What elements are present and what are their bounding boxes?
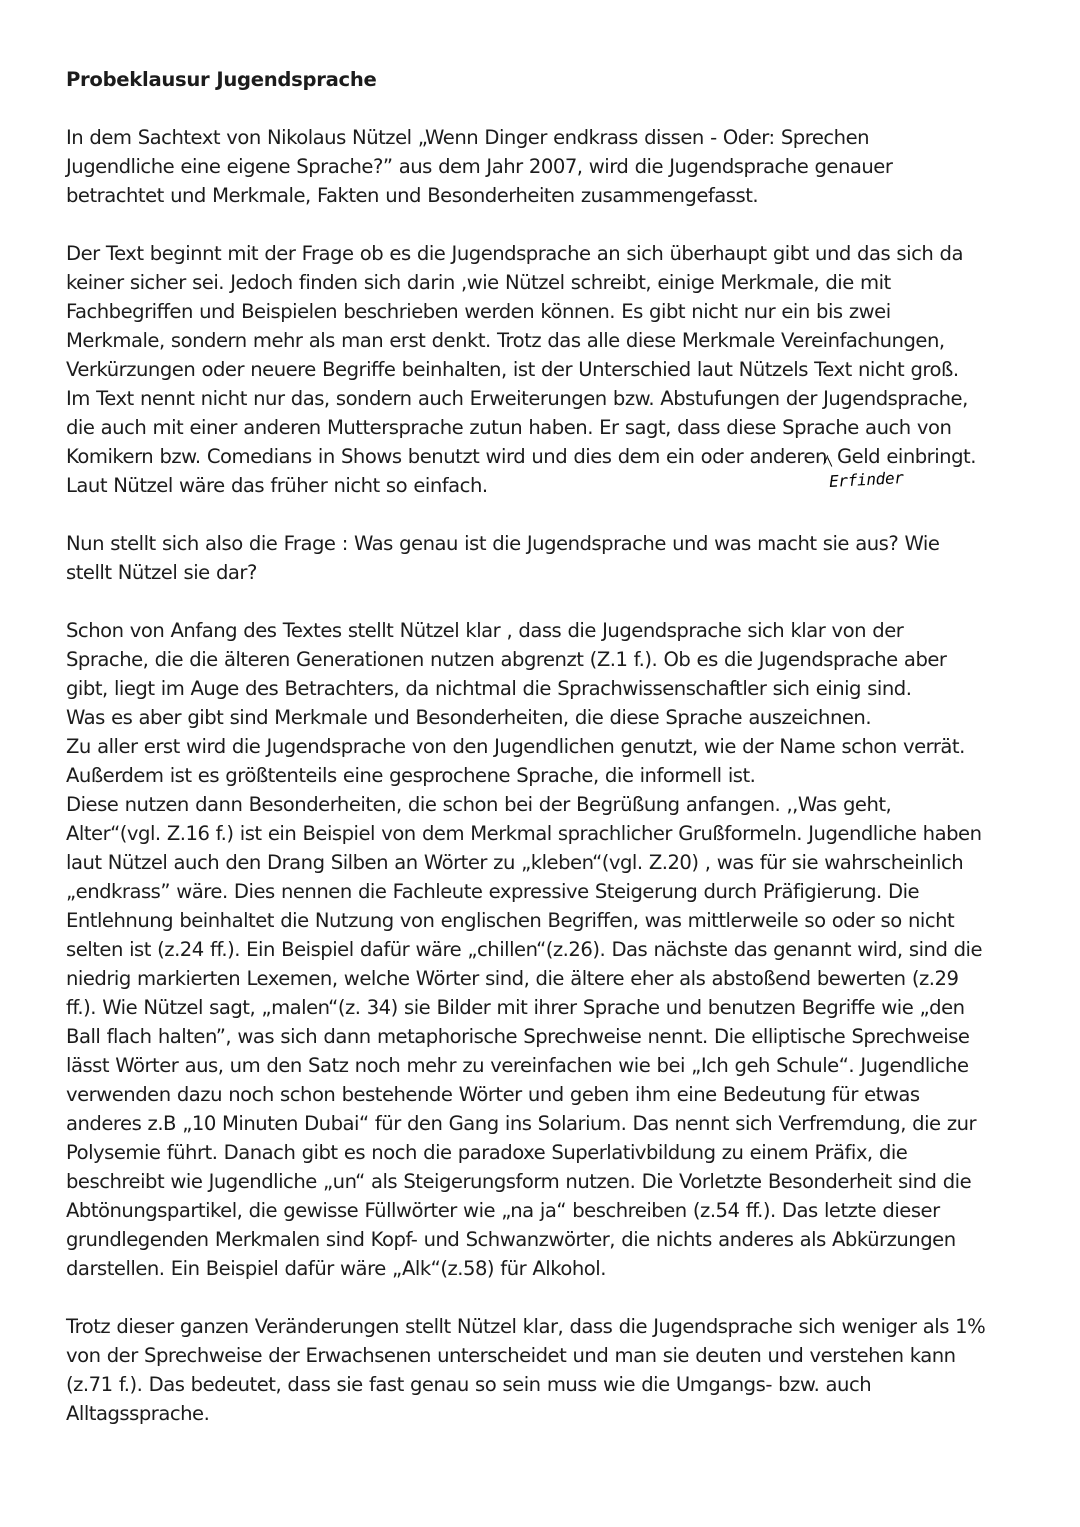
text-line: Polysemie führt. Danach gibt es noch die paradoxe Superlativbildung zu einem Präfix, die <box>66 1141 908 1164</box>
text-line: Alltagssprache. <box>66 1402 210 1425</box>
text-line: Abtönungspartikel, die gewisse Füllwörter wie „na ja“ beschreiben (z.54 ff.). Das letzte dieser <box>66 1199 940 1222</box>
text-line: Verkürzungen oder neuere Begriffe beinhalten, ist der Unterschied laut Nützels Text nicht groß. <box>66 358 959 381</box>
insertion-caret-icon <box>827 445 837 463</box>
text-line: Zu aller erst wird die Jugendsprache von den Jugendlichen genutzt, wie der Name schon verrät. <box>66 735 965 758</box>
text-line: Laut Nützel wäre das früher nicht so einfach. <box>66 474 488 497</box>
text-line: laut Nützel auch den Drang Silben an Wörter zu „kleben“(vgl. Z.20) , was für sie wahrscheinlich <box>66 851 964 874</box>
text-line: niedrig markierten Lexemen, welche Wörter sind, die ältere eher als abstoßend bewerten (z.29 <box>66 967 959 990</box>
annotated-line-after: Geld einbringt. <box>836 445 976 468</box>
document-body <box>66 65 1026 1457</box>
text-line: von der Sprechweise der Erwachsenen unterscheidet und man sie deuten und verstehen kann <box>66 1344 956 1367</box>
paragraph-summary <box>66 239 1026 500</box>
text-line: Entlehnung beinhaltet die Nutzung von englischen Begriffen, was mittlerweile so oder so nicht <box>66 909 955 932</box>
paragraph-analysis <box>66 616 1026 1283</box>
text-line: In dem Sachtext von Nikolaus Nützel „Wenn Dinger endkrass dissen - Oder: Sprechen <box>66 126 870 149</box>
text-line: Alter“(vgl. Z.16 f.) ist ein Beispiel von dem Merkmal sprachlicher Grußformeln. Jugendliche haben <box>66 822 982 845</box>
text-line: Im Text nennt nicht nur das, sondern auch Erweiterungen bzw. Abstufungen der Jugendsprache, <box>66 387 968 410</box>
text-line: Nun stellt sich also die Frage : Was genau ist die Jugendsprache und was macht sie aus? Wie <box>66 532 940 555</box>
text-line: anderes z.B „10 Minuten Dubai“ für den Gang ins Solarium. Das nennt sich Verfremdung, die zur <box>66 1112 977 1135</box>
text-line: Ball flach halten”, was sich dann metaphorische Sprechweise nennt. Die elliptische Sprechweise <box>66 1025 970 1048</box>
text-line: Was es aber gibt sind Merkmale und Besonderheiten, die diese Sprache auszeichnen. <box>66 706 872 729</box>
document-title: Probeklausur Jugendsprache <box>66 68 377 91</box>
text-line: (z.71 f.). Das bedeutet, dass sie fast genau so sein muss wie die Umgangs- bzw. auch <box>66 1373 872 1396</box>
text-line: gibt, liegt im Auge des Betrachters, da nichtmal die Sprachwissenschaftler sich einig sind. <box>66 677 912 700</box>
paragraph-conclusion <box>66 1312 1026 1428</box>
annotated-text-line <box>66 442 1026 471</box>
text-line: selten ist (z.24 ff.). Ein Beispiel dafür wäre „chillen“(z.26). Das nächste das genannt wird, sind die <box>66 938 983 961</box>
text-line: Außerdem ist es größtenteils eine gesprochene Sprache, die informell ist. <box>66 764 756 787</box>
text-line: verwenden dazu noch schon bestehende Wörter und geben ihm eine Bedeutung für etwas <box>66 1083 920 1106</box>
text-line: die auch mit einer anderen Muttersprache zutun haben. Er sagt, dass diese Sprache auch von <box>66 416 952 439</box>
paragraph-intro <box>66 123 1026 210</box>
paragraph-question <box>66 529 1026 587</box>
text-line: Der Text beginnt mit der Frage ob es die Jugendsprache an sich überhaupt gibt und das sich da <box>66 242 963 265</box>
text-line: keiner sicher sei. Jedoch finden sich darin ,wie Nützel schreibt, einige Merkmale, die mit <box>66 271 891 294</box>
text-line: Diese nutzen dann Besonderheiten, die schon bei der Begrüßung anfangen. ,,Was geht, <box>66 793 892 816</box>
text-line: Merkmale, sondern mehr als man erst denkt. Trotz das alle diese Merkmale Vereinfachungen, <box>66 329 945 352</box>
annotated-line-before: Komikern bzw. Comedians in Shows benutzt wird und dies dem ein oder anderen <box>66 445 827 468</box>
text-line: Sprache, die die älteren Generationen nutzen abgrenzt (Z.1 f.). Ob es die Jugendsprache aber <box>66 648 947 671</box>
handwritten-correction: Erfinder <box>828 468 905 491</box>
text-line: Jugendliche eine eigene Sprache?” aus dem Jahr 2007, wird die Jugendsprache genauer <box>66 155 893 178</box>
text-line: grundlegenden Merkmalen sind Kopf- und Schwanzwörter, die nichts anderes als Abkürzungen <box>66 1228 956 1251</box>
text-line: betrachtet und Merkmale, Fakten und Besonderheiten zusammengefasst. <box>66 184 759 207</box>
text-line: beschreibt wie Jugendliche „un“ als Steigerungsform nutzen. Die Vorletzte Besonderheit sind die <box>66 1170 972 1193</box>
text-line: „endkrass” wäre. Dies nennen die Fachleute expressive Steigerung durch Präfigierung. Die <box>66 880 920 903</box>
text-line: Fachbegriffen und Beispielen beschrieben werden können. Es gibt nicht nur ein bis zwei <box>66 300 891 323</box>
text-line: Schon von Anfang des Textes stellt Nützel klar , dass die Jugendsprache sich klar von der <box>66 619 904 642</box>
text-line: lässt Wörter aus, um den Satz noch mehr zu vereinfachen wie bei „Ich geh Schule“. Jugendliche <box>66 1054 969 1077</box>
text-line: Trotz dieser ganzen Veränderungen stellt Nützel klar, dass die Jugendsprache sich weniger als 1% <box>66 1315 986 1338</box>
text-line: darstellen. Ein Beispiel dafür wäre „Alk“(z.58) für Alkohol. <box>66 1257 606 1280</box>
text-line: stellt Nützel sie dar? <box>66 561 257 584</box>
text-line: ff.). Wie Nützel sagt, „malen“(z. 34) sie Bilder mit ihrer Sprache und benutzen Begriffe wie „den <box>66 996 965 1019</box>
